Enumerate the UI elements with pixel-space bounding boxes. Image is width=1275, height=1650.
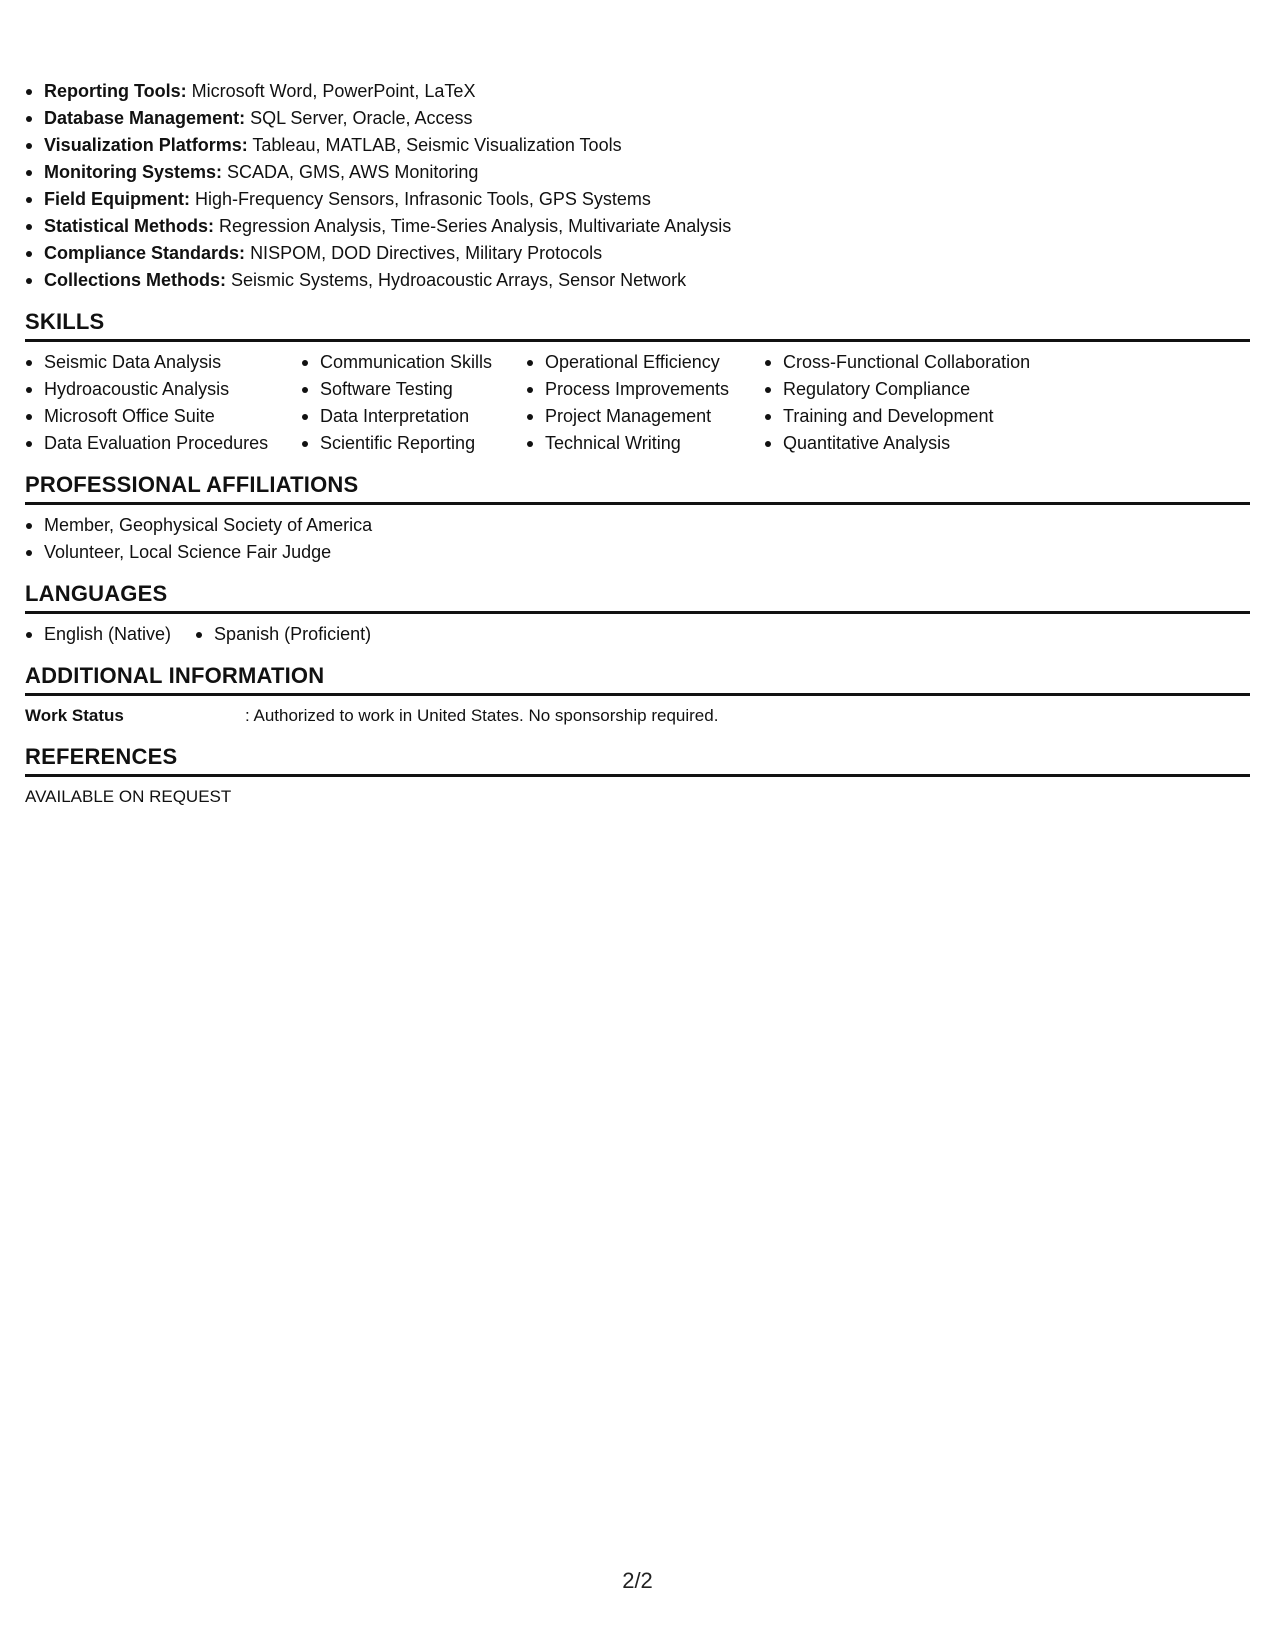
section-title: PROFESSIONAL AFFILIATIONS [25,471,1250,505]
skills-column [526,349,744,457]
list-item: Visualization Platforms: Tableau, MATLAB, Seismic Visualization Tools [25,132,1250,159]
affiliations-section [25,471,1250,566]
section-title: SKILLS [25,308,1250,342]
page-content [25,78,1250,810]
list-item: Quantitative Analysis [764,430,1030,457]
references-text: AVAILABLE ON REQUEST [25,787,232,806]
list-item: Field Equipment: High-Frequency Sensors, Infrasonic Tools, GPS Systems [25,186,1250,213]
work-status-value: : Authorized to work in United States. No sponsorship required. [245,706,719,725]
list-item: Data Evaluation Procedures [25,430,279,457]
affiliations-list [25,505,1250,566]
section-title: LANGUAGES [25,580,1250,614]
work-status-row [25,696,1250,729]
list-item: Scientific Reporting [301,430,506,457]
tools-list [25,78,1250,294]
page-number: 2/2 [622,1568,653,1593]
section-title: ADDITIONAL INFORMATION [25,662,1250,696]
list-item: English (Native) [25,621,171,648]
list-item: Communication Skills [301,349,506,376]
list-item: Volunteer, Local Science Fair Judge [25,539,1250,566]
list-item: Operational Efficiency [526,349,744,376]
list-item: Hydroacoustic Analysis [25,376,279,403]
list-item: Project Management [526,403,744,430]
list-item: Cross-Functional Collaboration [764,349,1030,376]
list-item: Monitoring Systems: SCADA, GMS, AWS Monitoring [25,159,1250,186]
work-status-label: Work Status [25,706,124,725]
references-section [25,743,1250,810]
list-item: Spanish (Proficient) [195,621,371,648]
skills-columns [25,342,1250,457]
list-item: Compliance Standards: NISPOM, DOD Directives, Military Protocols [25,240,1250,267]
list-item: Database Management: SQL Server, Oracle, Access [25,105,1250,132]
list-item: Software Testing [301,376,506,403]
skills-column [764,349,1030,457]
list-item: Microsoft Office Suite [25,403,279,430]
languages-list [25,614,1250,648]
list-item: Technical Writing [526,430,744,457]
list-item: Reporting Tools: Microsoft Word, PowerPoint, LaTeX [25,78,1250,105]
list-item: Process Improvements [526,376,744,403]
list-item: Training and Development [764,403,1030,430]
list-item: Statistical Methods: Regression Analysis, Time-Series Analysis, Multivariate Analysis [25,213,1250,240]
list-item: Data Interpretation [301,403,506,430]
additional-info-section [25,662,1250,729]
list-item: Collections Methods: Seismic Systems, Hydroacoustic Arrays, Sensor Network [25,267,1250,294]
skills-column [25,349,279,457]
list-item: Member, Geophysical Society of America [25,512,1250,539]
languages-section [25,580,1250,648]
list-item: Seismic Data Analysis [25,349,279,376]
skills-column [301,349,506,457]
section-title: REFERENCES [25,743,1250,777]
skills-section [25,308,1250,457]
list-item: Regulatory Compliance [764,376,1030,403]
